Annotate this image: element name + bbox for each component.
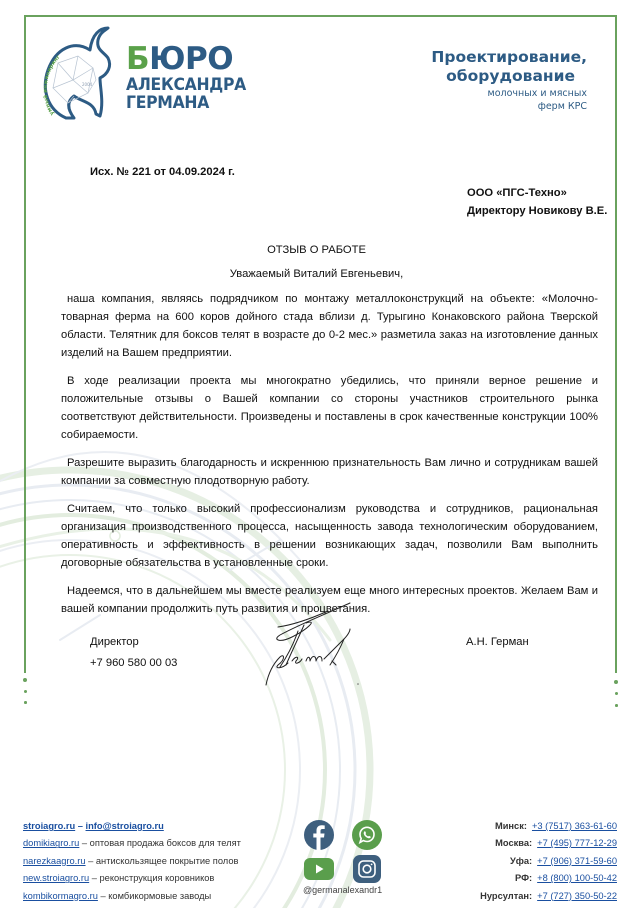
tagline-line1: Проектирование, (431, 48, 587, 66)
addressee-company: ООО «ПГС-Техно» (467, 187, 567, 199)
handwritten-signature-icon (258, 595, 393, 690)
phone-row: Минск: +3 (7517) 363-61-60 (494, 821, 617, 831)
body-paragraph: наша компания, являясь подрядчиком по монтажу металлоконструкций на объекте: «Молочно-товарная ферма на 600 коров дойного стада вблизи д. Турыгино Конаковского района Тверской области. Телятник для боксов телят в возрасте до 0-2 мес.» разметила заказ на изготовление данных изделий на Вашем предприятии. (61, 293, 598, 359)
phone-link-rf[interactable]: +8 (800) 100-50-42 (537, 873, 617, 884)
footer-site-row: new.stroiagro.ru – реконструкция коровников (23, 873, 215, 884)
frame-dot (23, 678, 27, 682)
frame-dot (615, 692, 618, 695)
site-link-narezkaagro[interactable]: narezkaagro.ru (23, 855, 86, 866)
signer-phone: +7 960 580 00 03 (90, 657, 178, 669)
signer-role: Директор (90, 636, 139, 648)
letter-greeting: Уважаемый Виталий Евгеньевич, (229, 268, 404, 280)
tagline-sub2: ферм КРС (537, 101, 587, 112)
footer-site-row: stroiagro.ru – info@stroiagro.ru (23, 821, 164, 831)
body-paragraph: Разрешите выразить благодарность и искреннюю признательность Вам лично и сотрудникам вашей компании за совместную плодотворную работу. (61, 457, 598, 487)
company-logo (38, 18, 258, 123)
addressee-block (467, 184, 607, 220)
frame-top-border (25, 15, 617, 17)
tagline-line2: оборудование (446, 67, 575, 85)
footer-site-row: domikiagro.ru – оптовая продажа боксов для телят (23, 838, 241, 849)
letter-title: ОТЗЫВ О РАБОТЕ (267, 244, 366, 256)
phone-row: Москва: +7 (495) 777-12-29 (495, 838, 617, 849)
email-link-info[interactable]: info@stroiagro.ru (85, 821, 164, 831)
header-tagline (431, 48, 587, 112)
body-paragraph: Надеемся, что в дальнейшем мы вместе реализуем еще много интересных проектов. Желаем Вам и вашей компании продолжить путь развития и процветания. (61, 585, 598, 615)
frame-dot (614, 680, 618, 684)
site-link-kombikormagro[interactable]: kombikormagro.ru (23, 890, 98, 901)
site-link-domikiagro[interactable]: domikiagro.ru (23, 838, 80, 849)
tagline-sub1: молочных и мясных (487, 88, 587, 99)
footer-phones (480, 818, 617, 905)
body-paragraph: В ходе реализации проекта мы многократно убедились, что приняли верное решение и положительные отзывы о Вашей компании со стороны участников строительного рынка соответствуют действительности. Произведены и поставлены в срок качественные конструкции 100% собираемости. (61, 375, 598, 441)
site-link-new-stroiagro[interactable]: new.stroiagro.ru (23, 873, 90, 884)
outgoing-reference: Исх. № 221 от 04.09.2024 г. (90, 166, 235, 178)
instagram-icon[interactable] (352, 854, 382, 884)
logo-word-germana: ГЕРМАНА (126, 93, 210, 113)
svg-text:умный инжиниринг: умный инжиниринг (42, 54, 62, 117)
frame-dot (24, 690, 27, 693)
frame-right-border (615, 15, 617, 673)
addressee-person: Директору Новикову В.Е. (467, 205, 608, 217)
social-handle[interactable]: @germanalexandr1 (303, 885, 383, 895)
letter-body (61, 290, 598, 628)
frame-dot (615, 704, 618, 707)
frame-left-border (24, 15, 26, 673)
phone-row: Уфа: +7 (906) 371-59-60 (509, 855, 617, 866)
footer-websites (23, 818, 241, 905)
whatsapp-icon[interactable] (352, 820, 382, 850)
logo-word-buro: БЮРО (126, 41, 234, 77)
phone-row: Нурсултан: +7 (727) 350-50-22 (480, 890, 617, 901)
logo-word-aleksandra: АЛЕКСАНДРА (126, 75, 246, 95)
body-paragraph: Считаем, что только высокий профессионализм руководства и сотрудников, рациональная организация производственного процесса, насыщенность завода технологическим оборудованием, оперативность и эффективность в решении возникающих задач, позволили Вам выполнить договорные обязательства в установленные сроки. (61, 503, 598, 569)
svg-text:2004: 2004 (82, 82, 93, 87)
footer-site-row: kombikormagro.ru – комбикормовые заводы (23, 890, 212, 901)
signer-name: А.Н. Герман (466, 636, 529, 648)
facebook-icon[interactable] (304, 820, 334, 850)
phone-link-moscow[interactable]: +7 (495) 777-12-29 (537, 838, 617, 849)
site-link-stroiagro[interactable]: stroiagro.ru (23, 821, 76, 831)
youtube-icon[interactable] (304, 854, 334, 884)
phone-link-ufa[interactable]: +7 (906) 371-59-60 (537, 855, 617, 866)
phone-link-nursultan[interactable]: +7 (727) 350-50-22 (537, 890, 617, 901)
footer-site-row: narezkaagro.ru – антискользящее покрытие полов (23, 855, 239, 866)
phone-row: РФ: +8 (800) 100-50-42 (515, 873, 617, 884)
bull-logo-icon (38, 18, 128, 123)
frame-dot (24, 701, 27, 704)
phone-link-minsk[interactable]: +3 (7517) 363-61-60 (531, 821, 617, 831)
